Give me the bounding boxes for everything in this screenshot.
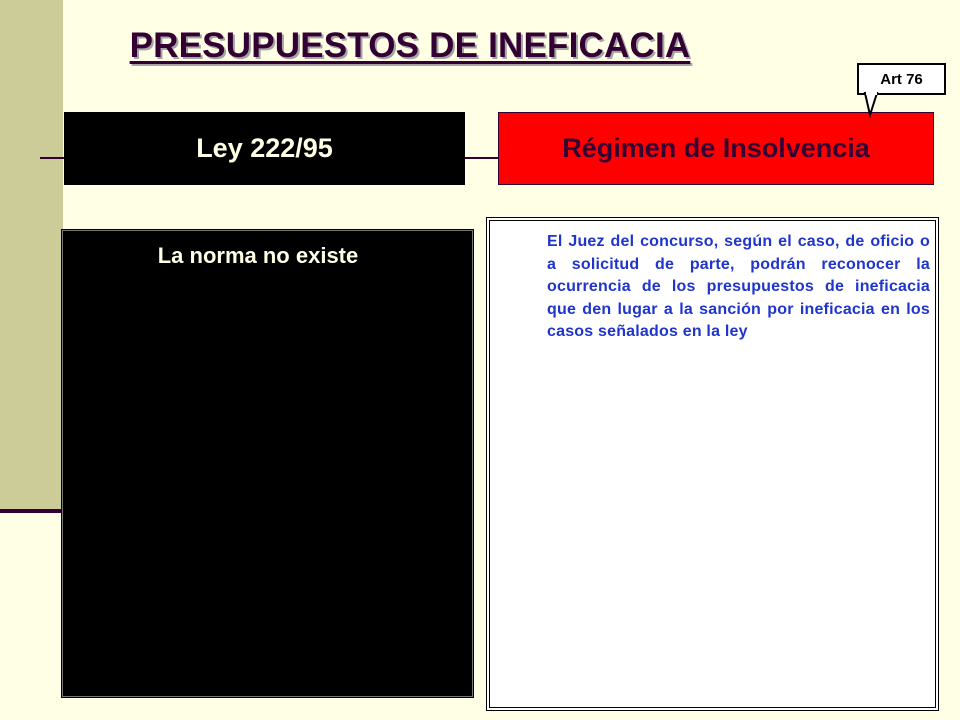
- callout-pointer-icon: [860, 91, 890, 117]
- article-callout-label: Art 76: [880, 70, 923, 88]
- header-regimen-insolvencia: [498, 112, 934, 185]
- header-ley-222-label: Ley 222/95: [196, 133, 333, 163]
- right-panel-text: El Juez del concurso, según el caso, de oficio o a solicitud de parte, podrán reconocer la ocurrencia de los presupuestos de ineficacia que den lugar a la sanción por ineficacia en los casos señalados en la ley: [547, 233, 930, 340]
- right-content-panel: [486, 217, 939, 711]
- left-panel-text: La norma no existe: [157, 243, 359, 268]
- side-rule: [0, 509, 66, 513]
- slide-title: PRESUPUESTOS DE INEFICACIA: [129, 26, 691, 65]
- header-regimen-insolvencia-label: Régimen de Insolvencia: [562, 133, 870, 163]
- connector-line-left: [40, 157, 65, 159]
- header-ley-222: [64, 112, 465, 185]
- left-content-panel: [62, 230, 473, 697]
- side-band: [0, 0, 63, 510]
- connector-line-middle: [465, 157, 499, 159]
